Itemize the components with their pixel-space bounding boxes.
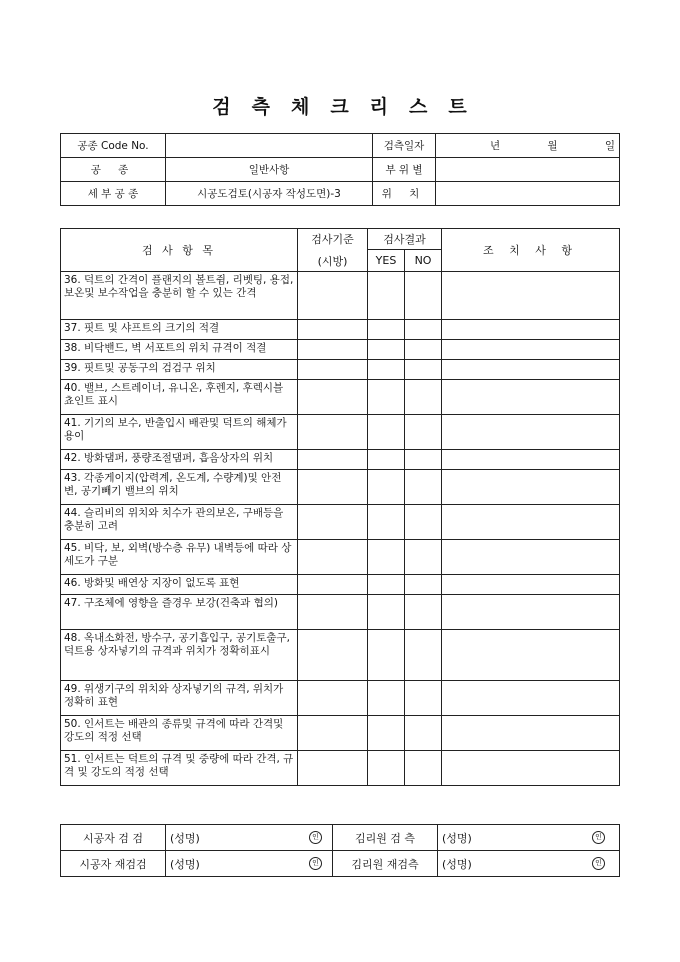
yes-cell[interactable] [368, 470, 405, 505]
result-header: 검사결과 [368, 229, 442, 250]
title-char: 측 [251, 96, 271, 118]
yes-cell[interactable] [368, 320, 405, 340]
part-value[interactable] [436, 158, 620, 182]
standard-cell[interactable] [298, 340, 368, 360]
contractor-reinspect-sign[interactable] [166, 851, 333, 877]
part-label: 부 위 별 [373, 158, 436, 182]
table-row [61, 320, 620, 340]
standard-cell[interactable] [298, 751, 368, 786]
seal-icon: 인 [309, 857, 322, 870]
action-cell[interactable] [442, 340, 620, 360]
yes-cell[interactable] [368, 415, 405, 450]
item-text: 49. 위생기구의 위치와 상자넣기의 규격, 위치가 정확히 표현 [61, 681, 298, 716]
supervisor-inspect-sign[interactable] [438, 825, 620, 851]
no-cell[interactable] [405, 415, 442, 450]
action-header: 조 치 사 항 [442, 229, 620, 272]
date-month: 월 [547, 140, 558, 152]
yes-cell[interactable] [368, 595, 405, 630]
table-row [61, 575, 620, 595]
table-row [61, 470, 620, 505]
yes-cell[interactable] [368, 681, 405, 716]
supervisor-reinspect-label: 김리원 재검측 [333, 851, 438, 877]
item-text: 37. 핏트 및 샤프트의 크기의 적결 [61, 320, 298, 340]
title-char: 리 [369, 96, 390, 118]
standard-header-line2: (시방) [317, 255, 348, 268]
yes-header: YES [368, 250, 405, 272]
item-header: 검 사 항 목 [61, 229, 298, 272]
detail-value[interactable]: 시공도검토(시공자 작성도면)-3 [166, 182, 373, 206]
title-char: 스 [409, 96, 429, 118]
contractor-inspect-label: 시공자 검 검 [61, 825, 166, 851]
item-text: 46. 방화및 배연상 지장이 없도록 표현 [61, 575, 298, 595]
action-cell[interactable] [442, 751, 620, 786]
seal-icon: 인 [309, 831, 322, 844]
no-cell[interactable] [405, 450, 442, 470]
action-cell[interactable] [442, 272, 620, 320]
standard-cell[interactable] [298, 450, 368, 470]
table-row [61, 751, 620, 786]
seal-icon: 인 [592, 831, 605, 844]
item-text: 48. 옥내소화전, 방수구, 공기흡입구, 공기토출구, 덕트용 상자넣기의 규격과 위치가 정확히표시 [61, 630, 298, 681]
standard-cell[interactable] [298, 415, 368, 450]
yes-cell[interactable] [368, 450, 405, 470]
item-text: 51. 인서트는 덕트의 규격 및 중량에 따라 간격, 규격 및 강도의 적정 선택 [61, 751, 298, 786]
yes-cell[interactable] [368, 380, 405, 415]
table-row [61, 681, 620, 716]
table-row [61, 540, 620, 575]
table-row [61, 415, 620, 450]
no-cell[interactable] [405, 470, 442, 505]
no-cell[interactable] [405, 272, 442, 320]
item-text: 47. 구조체에 영향을 즐경우 보강(건축과 협의) [61, 595, 298, 630]
action-cell[interactable] [442, 360, 620, 380]
detail-label: 세 부 공 종 [61, 182, 166, 206]
checklist-body [61, 272, 620, 786]
action-cell[interactable] [442, 716, 620, 751]
location-value[interactable] [436, 182, 620, 206]
header-table [60, 133, 620, 206]
no-cell[interactable] [405, 681, 442, 716]
type-label: 공 종 [61, 158, 166, 182]
date-value[interactable] [436, 134, 620, 158]
type-value[interactable]: 일반사항 [166, 158, 373, 182]
contractor-inspect-sign[interactable] [166, 825, 333, 851]
no-cell[interactable] [405, 575, 442, 595]
table-row [61, 272, 620, 320]
item-text: 50. 인서트는 배관의 종류및 규격에 따라 간격및 강도의 적정 선택 [61, 716, 298, 751]
action-cell[interactable] [442, 415, 620, 450]
no-cell[interactable] [405, 751, 442, 786]
table-row [61, 340, 620, 360]
title-char: 트 [448, 96, 468, 118]
standard-cell[interactable] [298, 360, 368, 380]
action-cell[interactable] [442, 575, 620, 595]
action-cell[interactable] [442, 595, 620, 630]
standard-cell[interactable] [298, 575, 368, 595]
yes-cell[interactable] [368, 716, 405, 751]
item-text: 36. 덕트의 간격이 플랜지의 볼트쥠, 리벳팅, 용접, 보온및 보수작업을 충분히 할 수 있는 간격 [61, 272, 298, 320]
date-year: 년 [490, 140, 501, 152]
action-cell[interactable] [442, 630, 620, 681]
contractor-reinspect-label: 시공자 재검검 [61, 851, 166, 877]
standard-cell[interactable] [298, 716, 368, 751]
seal-icon: 인 [592, 857, 605, 870]
code-label: 공종 Code No. [61, 134, 166, 158]
date-day: 일 [604, 140, 615, 152]
yes-cell[interactable] [368, 340, 405, 360]
standard-cell[interactable] [298, 540, 368, 575]
item-text: 44. 슬리비의 위치와 치수가 관의보온, 구배등을 충분히 고려 [61, 505, 298, 540]
supervisor-reinspect-sign[interactable] [438, 851, 620, 877]
no-cell[interactable] [405, 380, 442, 415]
supervisor-inspect-label: 김리원 검 측 [333, 825, 438, 851]
action-cell[interactable] [442, 540, 620, 575]
item-text: 42. 방화댐퍼, 풍량조절댐퍼, 흡음상자의 위치 [61, 450, 298, 470]
action-cell[interactable] [442, 505, 620, 540]
date-label: 검측일자 [373, 134, 436, 158]
name-placeholder: (성명) [442, 831, 472, 845]
yes-cell[interactable] [368, 751, 405, 786]
yes-cell[interactable] [368, 360, 405, 380]
no-cell[interactable] [405, 320, 442, 340]
table-row [61, 360, 620, 380]
action-cell[interactable] [442, 681, 620, 716]
no-cell[interactable] [405, 540, 442, 575]
name-placeholder: (성명) [442, 857, 472, 871]
item-text: 41. 기기의 보수, 반출입시 배관및 덕트의 해체가 용이 [61, 415, 298, 450]
standard-cell[interactable] [298, 320, 368, 340]
item-text: 39. 핏트및 공동구의 검검구 위치 [61, 360, 298, 380]
title-char: 크 [330, 96, 350, 118]
no-cell[interactable] [405, 630, 442, 681]
signature-table [60, 824, 620, 877]
no-cell[interactable] [405, 360, 442, 380]
page-title [0, 92, 680, 119]
yes-cell[interactable] [368, 505, 405, 540]
action-cell[interactable] [442, 450, 620, 470]
item-text: 43. 각종게이지(압력계, 온도계, 수량계)및 안전변, 공기빼기 밸브의 위치 [61, 470, 298, 505]
name-placeholder: (성명) [170, 831, 200, 845]
standard-cell[interactable] [298, 630, 368, 681]
no-cell[interactable] [405, 505, 442, 540]
no-cell[interactable] [405, 716, 442, 751]
item-text: 38. 비닥밴드, 벽 서포트의 위치 규격이 적결 [61, 340, 298, 360]
standard-cell[interactable] [298, 470, 368, 505]
action-cell[interactable] [442, 470, 620, 505]
no-cell[interactable] [405, 595, 442, 630]
yes-cell[interactable] [368, 630, 405, 681]
action-cell[interactable] [442, 320, 620, 340]
table-row [61, 716, 620, 751]
checklist-table [60, 228, 620, 786]
standard-cell[interactable] [298, 505, 368, 540]
standard-cell[interactable] [298, 595, 368, 630]
no-cell[interactable] [405, 340, 442, 360]
location-label: 위 치 [373, 182, 436, 206]
table-row [61, 380, 620, 415]
no-header: NO [405, 250, 442, 272]
item-text: 40. 밸브, 스트레이너, 유니온, 후렌지, 후렉시블 쵸인트 표시 [61, 380, 298, 415]
table-row [61, 595, 620, 630]
title-char: 체 [290, 96, 311, 118]
table-row [61, 630, 620, 681]
table-row [61, 450, 620, 470]
standard-header-line1: 검사기준 [311, 233, 354, 246]
standard-cell[interactable] [298, 272, 368, 320]
yes-cell[interactable] [368, 540, 405, 575]
yes-cell[interactable] [368, 272, 405, 320]
name-placeholder: (성명) [170, 857, 200, 871]
code-value[interactable] [166, 134, 373, 158]
action-cell[interactable] [442, 380, 620, 415]
standard-cell[interactable] [298, 380, 368, 415]
title-char: 검 [212, 96, 232, 118]
item-text: 45. 비닥, 보, 외벽(방수층 유무) 내벽등에 따라 상세도가 구분 [61, 540, 298, 575]
standard-header [298, 229, 368, 272]
standard-cell[interactable] [298, 681, 368, 716]
yes-cell[interactable] [368, 575, 405, 595]
table-row [61, 505, 620, 540]
